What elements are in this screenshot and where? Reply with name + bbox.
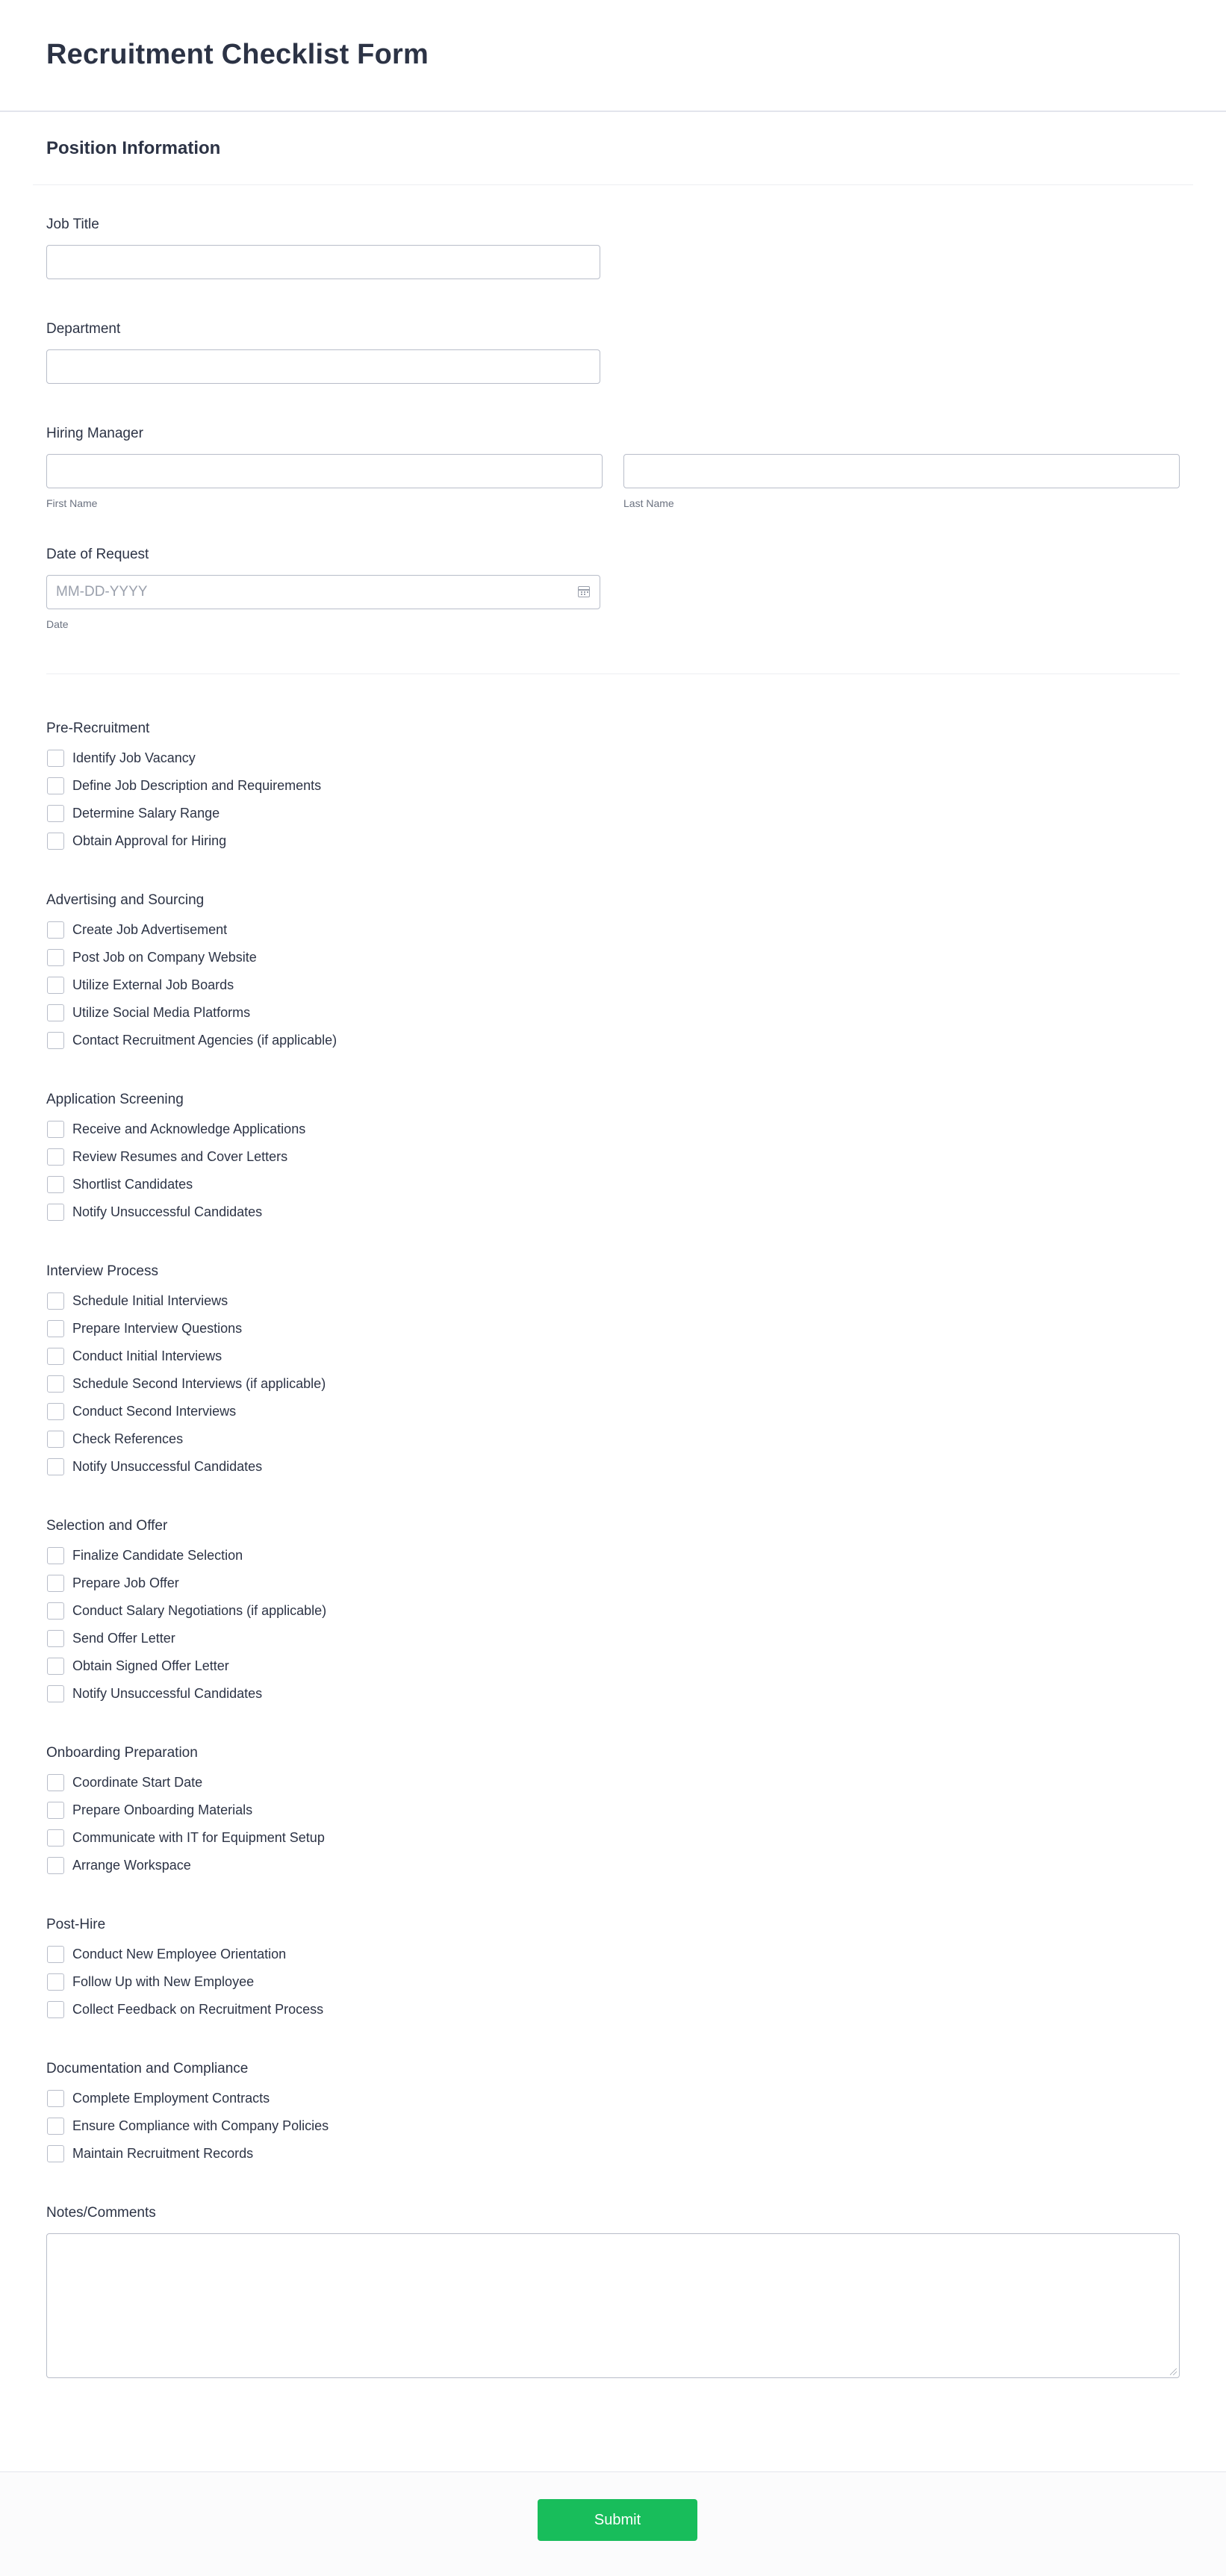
checkbox[interactable]	[47, 1857, 64, 1874]
checkbox[interactable]	[47, 1802, 64, 1819]
checklist-group-title: Pre-Recruitment	[46, 721, 150, 736]
checkbox[interactable]	[47, 1630, 64, 1647]
checkbox[interactable]	[47, 949, 64, 966]
checklist-item[interactable]	[46, 1597, 1180, 1625]
checklist	[46, 1116, 1180, 1226]
checklist-item[interactable]	[46, 1569, 1180, 1597]
checkbox[interactable]	[47, 2118, 64, 2135]
checklist-group	[46, 1092, 1180, 1226]
date-of-request-field	[46, 547, 1180, 630]
checklist-group	[46, 721, 1180, 855]
checkbox-label[interactable]: Conduct New Employee Orientation	[72, 1947, 287, 1961]
calendar-icon[interactable]	[578, 586, 590, 597]
checklist-item[interactable]	[46, 1027, 1180, 1054]
checkbox-label[interactable]: Utilize Social Media Platforms	[72, 1005, 251, 1020]
checkbox-label[interactable]: Determine Salary Range	[72, 806, 220, 821]
checklist-item[interactable]	[46, 1968, 1180, 1996]
checkbox[interactable]	[47, 1575, 64, 1592]
checklist-item[interactable]	[46, 2085, 1180, 2112]
checklist-item[interactable]	[46, 1625, 1180, 1652]
checkbox-label[interactable]: Notify Unsuccessful Candidates	[72, 1459, 263, 1474]
checkbox-label[interactable]: Prepare Onboarding Materials	[72, 1802, 253, 1817]
job-title-label: Job Title	[46, 217, 99, 232]
date-sublabel: Date	[46, 618, 69, 630]
last-name-input[interactable]	[623, 454, 1180, 488]
checkbox[interactable]	[47, 750, 64, 767]
last-name-sublabel: Last Name	[623, 497, 674, 509]
submit-button[interactable]: Submit	[538, 2499, 697, 2541]
checkbox-label[interactable]: Ensure Compliance with Company Policies	[72, 2118, 329, 2133]
checklist-item[interactable]	[46, 2112, 1180, 2140]
checklist-item[interactable]	[46, 1287, 1180, 1315]
checkbox-label[interactable]: Communicate with IT for Equipment Setup	[72, 1830, 325, 1845]
date-input[interactable]	[46, 575, 600, 609]
checklist-item[interactable]	[46, 916, 1180, 944]
first-name-input[interactable]	[46, 454, 603, 488]
checkbox[interactable]	[47, 1176, 64, 1193]
checklist-group	[46, 2061, 1180, 2168]
checkbox[interactable]	[47, 1148, 64, 1166]
checklist-groups	[46, 674, 1180, 2168]
checklist-item[interactable]	[46, 971, 1180, 999]
checklist-group	[46, 1263, 1180, 1481]
checkbox-label[interactable]: Define Job Description and Requirements	[72, 778, 322, 793]
notes-field	[46, 2205, 1180, 2378]
checklist-group-title: Interview Process	[46, 1263, 158, 1279]
checkbox-label[interactable]: Maintain Recruitment Records	[72, 2146, 254, 2161]
hiring-manager-field	[46, 426, 1180, 509]
first-name-sublabel: First Name	[46, 497, 98, 509]
date-of-request-label: Date of Request	[46, 547, 149, 562]
checkbox-label[interactable]: Send Offer Letter	[72, 1631, 175, 1646]
department-label: Department	[46, 321, 121, 337]
section-title: Position Information	[46, 137, 221, 158]
checklist-item[interactable]	[46, 944, 1180, 971]
checkbox[interactable]	[47, 1375, 64, 1393]
checkbox-label[interactable]: Shortlist Candidates	[72, 1177, 193, 1192]
hiring-manager-label: Hiring Manager	[46, 426, 143, 441]
checkbox-label[interactable]: Conduct Salary Negotiations (if applicable)	[72, 1603, 327, 1618]
checkbox[interactable]	[47, 1774, 64, 1791]
checkbox[interactable]	[47, 921, 64, 939]
checkbox[interactable]	[47, 1946, 64, 1963]
form-header	[0, 0, 1226, 112]
checkbox[interactable]	[47, 1685, 64, 1702]
checklist	[46, 1941, 1180, 2023]
checkbox-label[interactable]: Obtain Signed Offer Letter	[72, 1658, 229, 1673]
job-title-input[interactable]	[46, 245, 600, 279]
checkbox-label[interactable]: Identify Job Vacancy	[72, 750, 196, 765]
form-footer	[0, 2471, 1226, 2576]
checklist-item[interactable]	[46, 1398, 1180, 1425]
checkbox-label[interactable]: Contact Recruitment Agencies (if applicable)	[72, 1033, 337, 1048]
checkbox[interactable]	[47, 1032, 64, 1049]
checklist-group	[46, 1745, 1180, 1879]
checklist-group-title: Post-Hire	[46, 1917, 106, 1932]
checklist-item[interactable]	[46, 772, 1180, 800]
checklist-item[interactable]	[46, 1453, 1180, 1481]
checklist-item[interactable]	[46, 1198, 1180, 1226]
hiring-manager-name-row	[46, 454, 1180, 509]
checkbox-label[interactable]: Collect Feedback on Recruitment Process	[72, 2002, 324, 2017]
notes-label: Notes/Comments	[46, 2205, 156, 2221]
checkbox-label[interactable]: Utilize External Job Boards	[72, 977, 234, 992]
checkbox-label[interactable]: Notify Unsuccessful Candidates	[72, 1204, 263, 1219]
checkbox[interactable]	[47, 1658, 64, 1675]
checkbox[interactable]	[47, 833, 64, 850]
checklist-item[interactable]	[46, 1171, 1180, 1198]
checklist-item[interactable]	[46, 744, 1180, 772]
checklist-item[interactable]	[46, 999, 1180, 1027]
checkbox[interactable]	[47, 2090, 64, 2107]
checkbox[interactable]	[47, 1348, 64, 1365]
checklist	[46, 916, 1180, 1054]
date-input-wrapper	[46, 575, 600, 609]
checklist-group	[46, 1518, 1180, 1708]
checklist-group	[46, 1917, 1180, 2023]
checklist-item[interactable]	[46, 1852, 1180, 1879]
checkbox-label[interactable]: Conduct Initial Interviews	[72, 1348, 223, 1363]
checklist-group	[46, 892, 1180, 1054]
checklist-group-title: Selection and Offer	[46, 1518, 168, 1534]
checkbox-label[interactable]: Review Resumes and Cover Letters	[72, 1149, 288, 1164]
checkbox-label[interactable]: Follow Up with New Employee	[72, 1974, 255, 1989]
checklist	[46, 744, 1180, 855]
checklist-item[interactable]	[46, 1116, 1180, 1143]
checkbox-label[interactable]: Prepare Interview Questions	[72, 1321, 243, 1336]
section-header	[33, 112, 1193, 185]
checklist-group-title: Advertising and Sourcing	[46, 892, 205, 908]
department-input[interactable]	[46, 349, 600, 384]
checkbox-label[interactable]: Obtain Approval for Hiring	[72, 833, 227, 848]
checklist-item[interactable]	[46, 1542, 1180, 1569]
department-field	[46, 321, 1180, 384]
checklist-item[interactable]	[46, 1996, 1180, 2023]
checklist-item[interactable]	[46, 827, 1180, 855]
notes-textarea[interactable]	[46, 2233, 1180, 2378]
checklist-item[interactable]	[46, 1796, 1180, 1824]
checklist-item[interactable]	[46, 1370, 1180, 1398]
resize-grip-icon[interactable]	[1170, 2368, 1177, 2375]
checkbox[interactable]	[47, 1004, 64, 1021]
form-content	[0, 217, 1226, 2378]
last-name-group	[623, 454, 1180, 509]
checklist-item[interactable]	[46, 1769, 1180, 1796]
checkbox[interactable]	[47, 1829, 64, 1847]
checkbox[interactable]	[47, 2145, 64, 2162]
checkbox[interactable]	[47, 1973, 64, 1991]
checkbox-label[interactable]: Finalize Candidate Selection	[72, 1548, 243, 1563]
checkbox[interactable]	[47, 1320, 64, 1337]
checkbox-label[interactable]: Notify Unsuccessful Candidates	[72, 1686, 263, 1701]
checkbox-label[interactable]: Conduct Second Interviews	[72, 1404, 237, 1419]
checkbox-label[interactable]: Receive and Acknowledge Applications	[72, 1121, 306, 1136]
checkbox-label[interactable]: Coordinate Start Date	[72, 1775, 203, 1790]
checkbox-label[interactable]: Schedule Initial Interviews	[72, 1293, 228, 1308]
checklist	[46, 1287, 1180, 1481]
checkbox-label[interactable]: Schedule Second Interviews (if applicable)	[72, 1376, 326, 1391]
checklist-group-title: Onboarding Preparation	[46, 1745, 198, 1761]
checklist-item[interactable]	[46, 2140, 1180, 2168]
checkbox[interactable]	[47, 1602, 64, 1620]
checkbox[interactable]	[47, 1458, 64, 1475]
checklist-group-title: Application Screening	[46, 1092, 184, 1107]
checklist-item[interactable]	[46, 1680, 1180, 1708]
checkbox-label[interactable]: Complete Employment Contracts	[72, 2091, 270, 2106]
checkbox[interactable]	[47, 1292, 64, 1310]
checklist-item[interactable]	[46, 800, 1180, 827]
checklist-item[interactable]	[46, 1425, 1180, 1453]
checklist-item[interactable]	[46, 1941, 1180, 1968]
checkbox[interactable]	[47, 1403, 64, 1420]
checkbox[interactable]	[47, 1431, 64, 1448]
checkbox-label[interactable]: Check References	[72, 1431, 184, 1446]
checkbox-label[interactable]: Create Job Advertisement	[72, 922, 228, 937]
checklist	[46, 1542, 1180, 1708]
checklist-item[interactable]	[46, 1652, 1180, 1680]
checkbox[interactable]	[47, 2001, 64, 2018]
checkbox[interactable]	[47, 1121, 64, 1138]
form-title: Recruitment Checklist Form	[46, 38, 429, 70]
checkbox[interactable]	[47, 805, 64, 822]
checkbox-label[interactable]: Post Job on Company Website	[72, 950, 257, 965]
checkbox[interactable]	[47, 977, 64, 994]
checklist-item[interactable]	[46, 1824, 1180, 1852]
checklist-item[interactable]	[46, 1143, 1180, 1171]
checkbox[interactable]	[47, 777, 64, 794]
checkbox-label[interactable]: Prepare Job Offer	[72, 1575, 179, 1590]
checklist-item[interactable]	[46, 1315, 1180, 1343]
checklist-group-title: Documentation and Compliance	[46, 2061, 249, 2076]
job-title-field	[46, 217, 1180, 279]
checkbox[interactable]	[47, 1204, 64, 1221]
checkbox-label[interactable]: Arrange Workspace	[72, 1858, 191, 1873]
checklist	[46, 1769, 1180, 1879]
checkbox[interactable]	[47, 1547, 64, 1564]
checklist	[46, 2085, 1180, 2168]
checklist-item[interactable]	[46, 1343, 1180, 1370]
first-name-group	[46, 454, 603, 509]
